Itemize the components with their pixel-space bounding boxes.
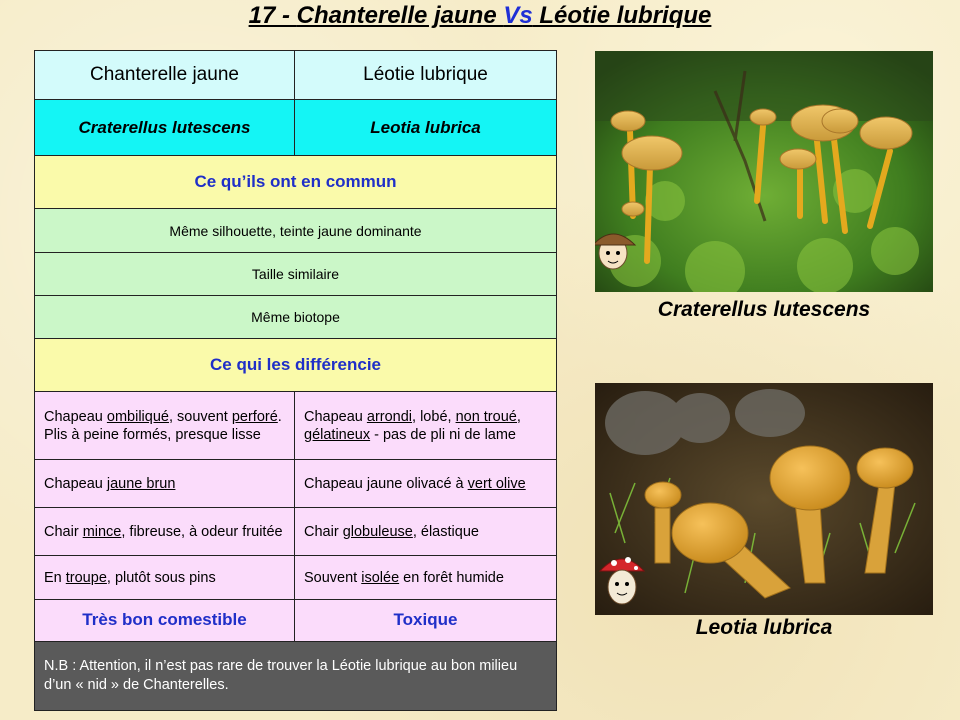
common-item: Même biotope (35, 295, 557, 338)
latin-chanterelle: Craterellus lutescens (35, 100, 295, 156)
title-number: 17 - (248, 2, 297, 29)
header-leotie: Léotie lubrique (295, 51, 557, 100)
diff-left-cell: Chapeau ombiliqué, souvent perforé. Plis à peine formés, presque lisse (35, 391, 295, 459)
photo-craterellus (595, 51, 933, 292)
common-item: Taille similaire (35, 252, 557, 295)
verdict-chanterelle: Très bon comestible (35, 599, 295, 641)
diff-heading: Ce qui les différencie (35, 338, 557, 391)
diff-right-cell: Souvent isolée en forêt humide (295, 556, 557, 599)
comparison-table (34, 50, 557, 711)
diff-right-cell: Chair globuleuse, élastique (295, 508, 557, 556)
latin-leotie: Leotia lubrica (295, 100, 557, 156)
title-vs: Vs (503, 2, 533, 29)
page-title (0, 2, 960, 30)
header-chanterelle: Chanterelle jaune (35, 51, 295, 100)
caption-craterellus: Craterellus lutescens (657, 298, 871, 321)
diff-left-cell: Chair mince, fibreuse, à odeur fruitée (35, 508, 295, 556)
warning-note: N.B : Attention, il n’est pas rare de trouver la Léotie lubrique au bon milieu d’un « nid » de Chanterelles. (35, 641, 557, 710)
diff-right-cell: Chapeau arrondi, lobé, non troué, gélatineux - pas de pli ni de lame (295, 391, 557, 459)
photo-leotia (595, 383, 933, 615)
diff-right-cell: Chapeau jaune olivacé à vert olive (295, 460, 557, 508)
diff-left-cell: Chapeau jaune brun (35, 460, 295, 508)
common-heading: Ce qu’ils ont en commun (35, 156, 557, 209)
common-item: Même silhouette, teinte jaune dominante (35, 209, 557, 252)
caption-leotia: Leotia lubrica (695, 616, 833, 639)
title-left: Chanterelle jaune (296, 2, 504, 29)
verdict-leotie: Toxique (295, 599, 557, 641)
title-right: Léotie lubrique (532, 2, 712, 29)
diff-left-cell: En troupe, plutôt sous pins (35, 556, 295, 599)
